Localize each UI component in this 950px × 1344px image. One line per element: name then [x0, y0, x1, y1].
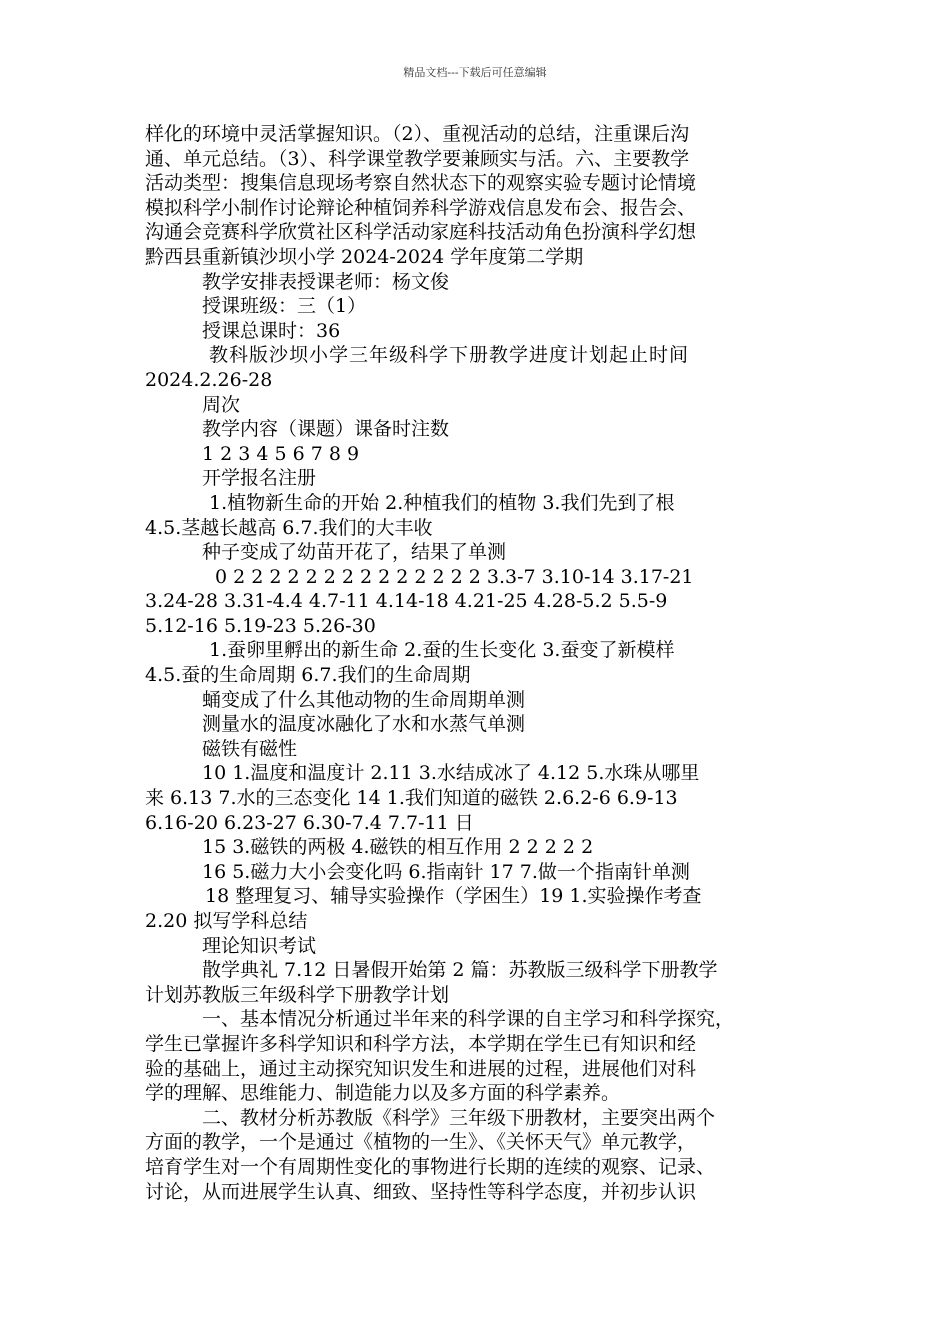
text-line: 6.16-20 6.23-27 6.30-7.4 7.7-11 日 — [145, 811, 474, 834]
text-line: 黔西县重新镇沙坝小学 2024-2024 学年度第二学期 — [145, 245, 584, 268]
text-line: 二、教材分析苏教版《科学》三年级下册教材，主要突出两个 — [202, 1106, 716, 1129]
text-line: 3.24-28 3.31-4.4 4.7-11 4.14-18 4.21-25 4.28-5.2 5.5-9 — [145, 590, 668, 613]
text-line: 通、单元总结。（3）、科学课堂教学要兼顾实与活。六、主要教学 — [145, 147, 690, 170]
text-line: 2024.2.26-28 — [145, 368, 273, 391]
text-line: 授课总课时：36 — [202, 319, 341, 342]
text-line: 散学典礼 7.12 日暑假开始第 2 篇：苏教版三级科学下册教学 — [202, 959, 718, 982]
text-line: 验的基础上，通过主动探究知识发生和进展的过程，进展他们对科 — [145, 1057, 697, 1080]
text-line: 2.20 拟写学科总结 — [145, 910, 308, 932]
text-line: 教学安排表授课老师：杨文俊 — [202, 270, 450, 293]
text-line: 5.12-16 5.19-23 5.26-30 — [145, 614, 376, 637]
text-line: 4.5.茎越长越高 6.7.我们的大丰收 — [145, 516, 433, 539]
text-line: 10 1.温度和温度计 2.11 3.水结成冰了 4.12 5.水珠从哪里 — [202, 762, 700, 785]
text-line: 样化的环境中灵活掌握知识。（2）、重视活动的总结，注重课后沟 — [145, 123, 690, 145]
text-line: 种子变成了幼苗开花了，结果了单测 — [202, 541, 507, 564]
text-line: 15 3.磁铁的两极 4.磁铁的相互作用 2 2 2 2 2 — [202, 836, 594, 859]
document-body — [145, 122, 809, 1204]
text-line: 开学报名注册 — [202, 467, 317, 490]
text-line: 一、基本情况分析通过半年来的科学课的自主学习和科学探究， — [202, 1008, 735, 1031]
text-line: 18 整理复习、辅导实验操作（学困生）19 1.实验操作考查 — [205, 885, 702, 908]
text-line: 活动类型：搜集信息现场考察自然状态下的观察实验专题讨论情境 — [145, 172, 697, 195]
text-line: 学生已掌握许多科学知识和科学方法，本学期在学生已有知识和经 — [145, 1032, 697, 1055]
text-line: 授课班级：三（1） — [202, 295, 367, 318]
text-line: 4.5.蚕的生命周期 6.7.我们的生命周期 — [145, 664, 471, 687]
text-line: 学的理解、思维能力、制造能力以及多方面的科学素养。 — [145, 1082, 621, 1105]
text-line: 教科版沙坝小学三年级科学下册教学进度计划起止时间 — [209, 344, 690, 367]
text-line: 方面的教学，一个是通过《植物的一生》、《关怀天气》单元教学， — [145, 1131, 697, 1154]
text-line: 1.植物新生命的开始 2.种植我们的植物 3.我们先到了根 — [209, 491, 675, 514]
text-line: 1 2 3 4 5 6 7 8 9 — [202, 442, 360, 465]
text-line: 0 2 2 2 2 2 2 2 2 2 2 2 2 2 2 3.3-7 3.10-14 3.17-21 — [215, 565, 694, 588]
text-line: 教学内容（课题）课备时注数 — [202, 418, 450, 441]
text-line: 来 6.13 7.水的三态变化 14 1.我们知道的磁铁 2.6.2-6 6.9-13 — [145, 787, 678, 810]
text-line: 讨论，从而进展学生认真、细致、坚持性等科学态度，并初步认识 — [145, 1180, 697, 1203]
page-header: 精品文档---下载后可任意编辑 — [403, 66, 547, 79]
text-line: 16 5.磁力大小会变化吗 6.指南针 17 7.做一个指南针单测 — [202, 860, 690, 883]
text-line: 计划苏教版三年级科学下册教学计划 — [145, 983, 450, 1006]
text-line: 蛹变成了什么其他动物的生命周期单测 — [202, 688, 526, 711]
text-line: 培育学生对一个有周期性变化的事物进行长期的连续的观察、记录、 — [145, 1155, 716, 1178]
text-line: 磁铁有磁性 — [202, 737, 298, 760]
text-line: 1.蚕卵里孵出的新生命 2.蚕的生长变化 3.蚕变了新模样 — [209, 639, 675, 662]
text-line: 测量水的温度冰融化了水和水蒸气单测 — [202, 713, 526, 736]
text-line: 沟通会竞赛科学欣赏社区科学活动家庭科技活动角色扮演科学幻想 — [145, 221, 697, 244]
text-line: 周次 — [202, 393, 241, 416]
text-line: 理论知识考试 — [202, 934, 317, 957]
text-line: 模拟科学小制作讨论辩论种植饲养科学游戏信息发布会、报告会、 — [145, 196, 697, 219]
